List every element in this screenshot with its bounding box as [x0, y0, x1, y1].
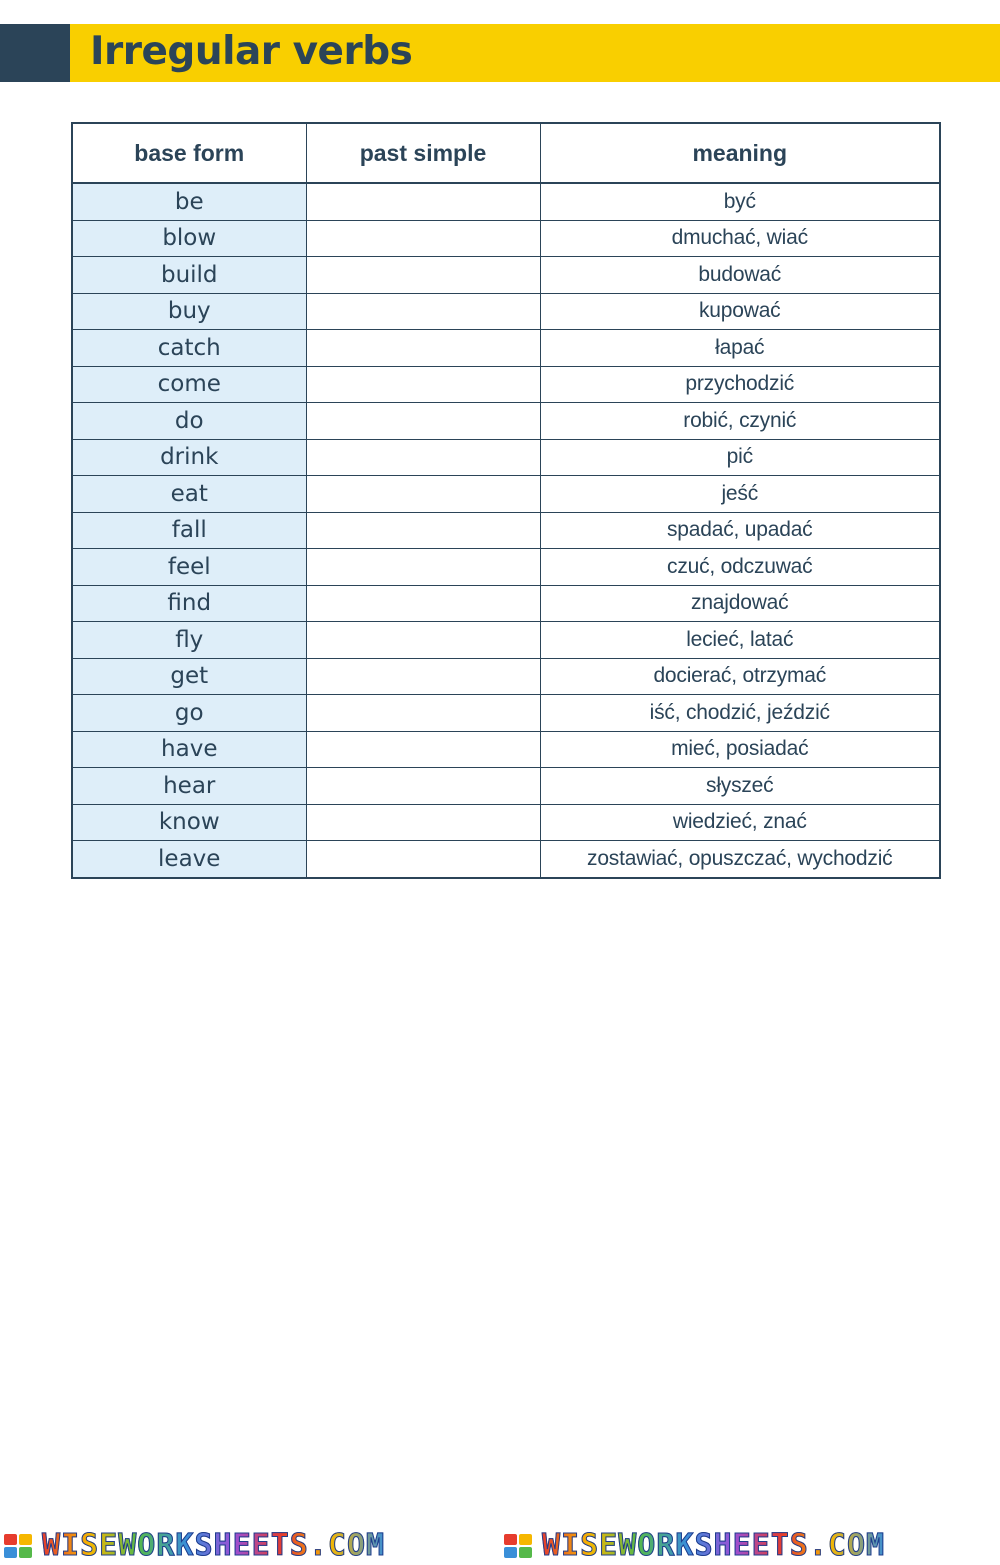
base-form-cell: go	[72, 695, 306, 732]
past-simple-answer-cell[interactable]	[306, 622, 540, 659]
table-row	[72, 768, 940, 805]
meaning-cell: słyszeć	[540, 768, 940, 805]
past-simple-answer-cell[interactable]	[306, 731, 540, 768]
meaning-cell: być	[540, 183, 940, 220]
table-row	[72, 220, 940, 257]
table-row	[72, 695, 940, 732]
base-form-cell: eat	[72, 476, 306, 513]
base-form-cell: buy	[72, 293, 306, 330]
base-form-cell: build	[72, 257, 306, 294]
past-simple-answer-cell[interactable]	[306, 658, 540, 695]
table-row	[72, 622, 940, 659]
table-row	[72, 512, 940, 549]
table-row	[72, 366, 940, 403]
table-row	[72, 804, 940, 841]
table-row	[72, 476, 940, 513]
table-row	[72, 330, 940, 367]
past-simple-answer-cell[interactable]	[306, 220, 540, 257]
past-simple-answer-cell[interactable]	[306, 695, 540, 732]
brand-watermark	[2, 1530, 502, 1562]
past-simple-answer-cell[interactable]	[306, 439, 540, 476]
meaning-cell: mieć, posiadać	[540, 731, 940, 768]
meaning-cell: czuć, odczuwać	[540, 549, 940, 586]
base-form-cell: feel	[72, 549, 306, 586]
page-header	[0, 24, 1000, 82]
brand-text: WISEWORKSHEETS.COM	[542, 1528, 886, 1563]
base-form-cell: drink	[72, 439, 306, 476]
meaning-cell: zostawiać, opuszczać, wychodzić	[540, 841, 940, 878]
table-header-row	[72, 123, 940, 183]
base-form-cell: know	[72, 804, 306, 841]
column-header-meaning: meaning	[540, 123, 940, 183]
past-simple-answer-cell[interactable]	[306, 841, 540, 878]
meaning-cell: łapać	[540, 330, 940, 367]
table-row	[72, 841, 940, 878]
past-simple-answer-cell[interactable]	[306, 512, 540, 549]
table-row	[72, 658, 940, 695]
brand-text: WISEWORKSHEETS.COM	[42, 1528, 386, 1563]
meaning-cell: jeść	[540, 476, 940, 513]
table-row	[72, 549, 940, 586]
meaning-cell: przychodzić	[540, 366, 940, 403]
past-simple-answer-cell[interactable]	[306, 476, 540, 513]
base-form-cell: hear	[72, 768, 306, 805]
table-row	[72, 731, 940, 768]
past-simple-answer-cell[interactable]	[306, 585, 540, 622]
table-row	[72, 293, 940, 330]
column-header-base-form: base form	[72, 123, 306, 183]
table-row	[72, 257, 940, 294]
meaning-cell: iść, chodzić, jeździć	[540, 695, 940, 732]
base-form-cell: blow	[72, 220, 306, 257]
meaning-cell: pić	[540, 439, 940, 476]
past-simple-answer-cell[interactable]	[306, 403, 540, 440]
base-form-cell: fall	[72, 512, 306, 549]
meaning-cell: lecieć, latać	[540, 622, 940, 659]
table-row	[72, 439, 940, 476]
past-simple-answer-cell[interactable]	[306, 366, 540, 403]
base-form-cell: be	[72, 183, 306, 220]
wiseworksheets-logo-icon	[2, 1532, 38, 1560]
column-header-past-simple: past simple	[306, 123, 540, 183]
meaning-cell: budować	[540, 257, 940, 294]
base-form-cell: leave	[72, 841, 306, 878]
base-form-cell: find	[72, 585, 306, 622]
meaning-cell: robić, czynić	[540, 403, 940, 440]
table-row	[72, 183, 940, 220]
table-row	[72, 403, 940, 440]
past-simple-answer-cell[interactable]	[306, 768, 540, 805]
past-simple-answer-cell[interactable]	[306, 330, 540, 367]
meaning-cell: spadać, upadać	[540, 512, 940, 549]
past-simple-answer-cell[interactable]	[306, 804, 540, 841]
meaning-cell: docierać, otrzymać	[540, 658, 940, 695]
wiseworksheets-logo-icon	[502, 1532, 538, 1560]
footer-watermark	[0, 1528, 1000, 1565]
brand-watermark	[502, 1530, 1000, 1562]
verbs-table-body	[72, 183, 940, 878]
meaning-cell: znajdować	[540, 585, 940, 622]
base-form-cell: come	[72, 366, 306, 403]
past-simple-answer-cell[interactable]	[306, 293, 540, 330]
past-simple-answer-cell[interactable]	[306, 183, 540, 220]
meaning-cell: kupować	[540, 293, 940, 330]
past-simple-answer-cell[interactable]	[306, 549, 540, 586]
meaning-cell: dmuchać, wiać	[540, 220, 940, 257]
verbs-table	[71, 122, 941, 879]
table-row	[72, 585, 940, 622]
past-simple-answer-cell[interactable]	[306, 257, 540, 294]
page-title: Irregular verbs	[90, 29, 413, 74]
base-form-cell: get	[72, 658, 306, 695]
base-form-cell: fly	[72, 622, 306, 659]
meaning-cell: wiedzieć, znać	[540, 804, 940, 841]
base-form-cell: have	[72, 731, 306, 768]
base-form-cell: catch	[72, 330, 306, 367]
base-form-cell: do	[72, 403, 306, 440]
header-accent-block	[0, 24, 70, 82]
